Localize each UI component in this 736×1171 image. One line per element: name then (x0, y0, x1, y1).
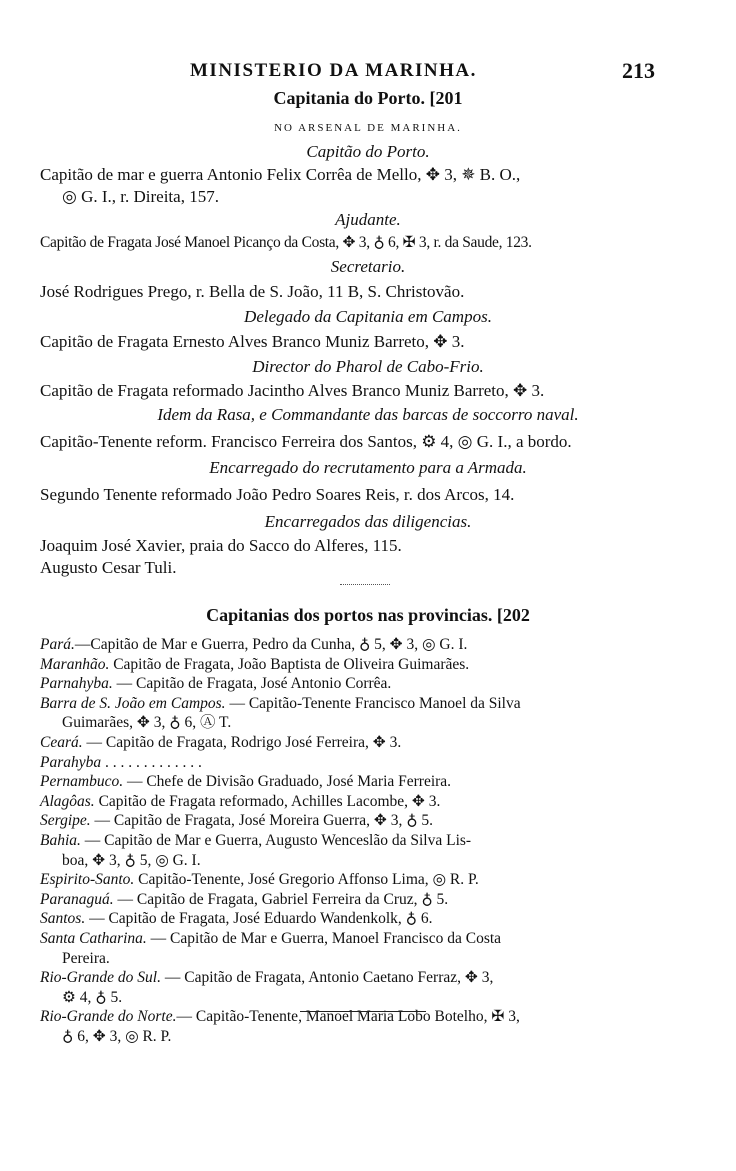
province-text: — Capitão de Fragata, Antonio Caetano Ferraz, ✥ 3, (160, 969, 494, 986)
province-text: ⚙ 4, ♁ 5. (62, 989, 123, 1006)
province-entry (40, 830, 471, 852)
heading-idem: Idem da Rasa, e Commandante das barcas de soccorro naval. (157, 405, 579, 424)
province-name: Parnahyba. (40, 675, 113, 692)
separator-dots (340, 584, 390, 585)
province-entry (40, 967, 493, 989)
province-text: — Capitão-Tenente, Manoel Maria Lobo Botelho, ✠ 3, (176, 1008, 520, 1025)
province-name: Sergipe. (40, 812, 91, 829)
province-text: — Capitão-Tenente Francisco Manoel da Silva (225, 695, 521, 712)
province-text: Capitão de Fragata reformado, Achilles Lacombe, ✥ 3. (94, 793, 441, 810)
province-text: Guimarães, ✥ 3, ♁ 6, Ⓐ T. (62, 714, 232, 731)
province-text: — Chefe de Divisão Graduado, José Maria Ferreira. (123, 773, 452, 790)
heading-capitao: Capitão do Porto. (306, 142, 430, 161)
entry-diligencias-1: Joaquim José Xavier, praia do Sacco do Alferes, 115. (40, 536, 402, 555)
heading-secretario: Secretario. (330, 257, 406, 276)
closing-rule (300, 1011, 426, 1012)
section-title-provincias: Capitanias dos portos nas provincias. [202 (206, 605, 530, 625)
province-name: Barra de S. João em Campos. (40, 695, 226, 712)
entry-capitao-line2: ◎ G. I., r. Direita, 157. (62, 187, 219, 206)
entry-ajudante: Capitão de Fragata José Manoel Picanço da Costa, ✥ 3, ♁ 6, ✠ 3, r. da Saude, 123. (40, 234, 532, 251)
province-text: Capitão-Tenente, José Gregorio Affonso Lima, ◎ R. P. (134, 871, 479, 888)
province-name: Espirito-Santo. (40, 871, 135, 888)
province-entry (40, 771, 451, 793)
province-entry (40, 634, 467, 656)
province-name: Ceará. (40, 734, 83, 751)
province-text: . . . . . . . . . . . . . (101, 754, 202, 771)
province-name: Pará. (40, 636, 75, 653)
entry-director: Capitão de Fragata reformado Jacintho Alves Branco Muniz Barreto, ✥ 3. (40, 381, 545, 400)
running-head: MINISTERIO DA MARINHA. (190, 60, 477, 81)
heading-ajudante: Ajudante. (335, 210, 401, 229)
province-text: — Capitão de Fragata, Rodrigo José Ferreira, ✥ 3. (82, 734, 402, 751)
province-text: — Capitão de Fragata, Gabriel Ferreira da Cruz, ♁ 5. (113, 891, 449, 908)
province-entry (40, 928, 501, 950)
province-entry (40, 810, 433, 832)
province-name: Parahyba (40, 754, 102, 771)
entry-encarregado: Segundo Tenente reformado João Pedro Soares Reis, r. dos Arcos, 14. (40, 485, 515, 504)
province-text: — Capitão de Mar e Guerra, Augusto Wenceslão da Silva Lis- (80, 832, 472, 849)
province-text: — Capitão de Mar e Guerra, Manoel Francisco da Costa (146, 930, 502, 947)
province-entry (40, 732, 401, 754)
province-entry (40, 673, 391, 695)
heading-delegado: Delegado da Capitania em Campos. (244, 307, 492, 326)
province-text: — Capitão de Fragata, José Antonio Corrêa. (112, 675, 392, 692)
heading-encarregado: Encarregado do recrutamento para a Armada. (209, 458, 527, 477)
entry-delegado: Capitão de Fragata Ernesto Alves Branco Muniz Barreto, ✥ 3. (40, 332, 465, 351)
province-text: Pereira. (62, 950, 110, 967)
province-name: Santa Catharina. (40, 930, 147, 947)
page-number: 213 (622, 58, 655, 83)
province-text: — Capitão de Fragata, José Eduardo Wandenkolk, ♁ 6. (85, 910, 433, 927)
province-name: Paranaguá. (40, 891, 114, 908)
province-text: ♁ 6, ✥ 3, ◎ R. P. (62, 1028, 172, 1045)
province-entry (40, 1006, 520, 1028)
heading-director: Director do Pharol de Cabo-Frio. (252, 357, 484, 376)
entry-capitao-line1: Capitão de mar e guerra Antonio Felix Corrêa de Mello, ✥ 3, ✵ B. O., (40, 165, 521, 184)
province-entry (62, 712, 231, 734)
province-name: Santos. (40, 910, 86, 927)
province-name: Maranhão. (40, 656, 110, 673)
entry-idem: Capitão-Tenente reform. Francisco Ferreira dos Santos, ⚙ 4, ◎ G. I., a bordo. (40, 432, 572, 451)
province-name: Rio-Grande do Norte. (40, 1008, 177, 1025)
province-name: Rio-Grande do Sul. (40, 969, 161, 986)
province-name: Pernambuco. (40, 773, 124, 790)
province-name: Alagôas. (40, 793, 95, 810)
province-text: Capitão de Fragata, João Baptista de Oliveira Guimarães. (109, 656, 470, 673)
province-text: — Capitão de Fragata, José Moreira Guerra, ✥ 3, ♁ 5. (90, 812, 434, 829)
province-entry (40, 869, 479, 891)
province-entry (62, 1026, 171, 1048)
section-title-porto: Capitania do Porto. [201 (273, 88, 463, 108)
province-text: —Capitão de Mar e Guerra, Pedro da Cunha, ♁ 5, ✥ 3, ◎ G. I. (74, 636, 468, 653)
heading-diligencias: Encarregados das diligencias. (264, 512, 472, 531)
entry-secretario: José Rodrigues Prego, r. Bella de S. João, 11 B, S. Christovão. (40, 282, 465, 301)
arsenal-subheading: NO ARSENAL DE MARINHA. (274, 122, 462, 134)
province-name: Bahia. (40, 832, 81, 849)
province-entry (40, 908, 433, 930)
province-text: boa, ✥ 3, ♁ 5, ◎ G. I. (62, 852, 201, 869)
entry-diligencias-2: Augusto Cesar Tuli. (40, 558, 177, 577)
